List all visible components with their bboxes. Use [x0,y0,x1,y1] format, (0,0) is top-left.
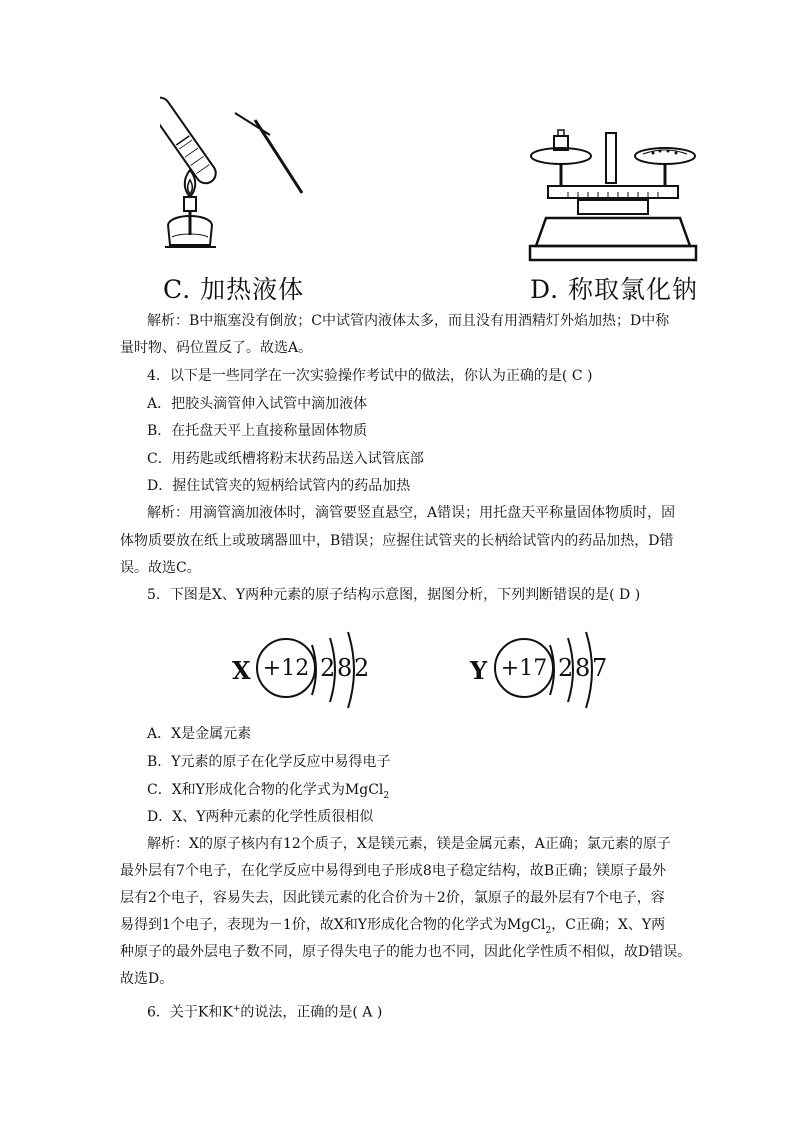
question-6 [147,999,382,1023]
atom-x-shell-2-electrons: 8 [337,654,353,682]
question-6-text: 6．关于K和K [147,1004,233,1021]
option-d: D．X、Y两种元素的化学性质很相似 [147,809,374,825]
option-a: A．把胶头滴管伸入试管中滴加液体 [147,396,368,412]
atom-y-symbol: Y [470,656,488,685]
analysis-paragraph-line: 解析：B中瓶塞没有倒放；C中试管内液体太多，而且没有用酒精灯外焰加热；D中称 [147,313,670,329]
question-5: 5．下图是X、Y两种元素的原子结构示意图，据图分析，下列判断错误的是( D ) [147,587,641,603]
option-b: B．Y元素的原子在化学反应中易得电子 [147,754,391,770]
figure-c-caption: C. 加热液体 [163,275,305,304]
option-b: B．在托盘天平上直接称量固体物质 [147,423,368,439]
analysis-paragraph-line: 故选D。 [120,971,174,987]
analysis-text: 易得到1个电子，表现为－1价，故X和Y形成化合物的化学式为MgCl [120,917,546,933]
heating-liquid-illustration [160,95,320,260]
atom-y-shell-3-electrons: 7 [592,654,608,682]
superscript: + [232,1004,241,1014]
atom-y-nucleus: +17 [494,638,554,698]
analysis-paragraph-line: 量时物、码位置反了。故选A。 [120,340,313,356]
analysis-paragraph-line [120,915,665,941]
analysis-paragraph-line: 层有2个电子，容易失去，因此镁元素的化合价为＋2价，氯原子的最外层有7个电子，容 [120,890,665,906]
figure-d-caption: D. 称取氯化钠 [530,275,699,304]
analysis-paragraph-line: 解析：用滴管滴加液体时，滴管要竖直悬空，A错误；用托盘天平称量固体物质时，固 [147,505,676,521]
option-a: A．X是金属元素 [147,726,252,742]
analysis-paragraph-line: 种原子的最外层电子数不同，原子得失电子的能力也不同，因此化学性质不相似，故D错误。 [120,944,692,960]
atom-x-diagram [232,630,382,710]
question-4: 4．以下是一些同学在一次实验操作考试中的做法，你认为正确的是( C ) [147,368,593,384]
option-d: D．握住试管夹的短柄给试管内的药品加热 [147,478,411,494]
atom-y-diagram [470,630,620,710]
analysis-paragraph-line: 体物质要放在纸上或玻璃器皿中，B错误；应握住试管夹的长柄给试管内的药品加热，D错 [120,533,674,549]
option-c: C．用药匙或纸槽将粉末状药品送入试管底部 [147,451,424,467]
analysis-text: ，C正确；X、Y两 [551,917,666,933]
analysis-paragraph-line: 最外层有7个电子，在化学反应中易得到电子形成8电子稳定结构，故B正确；镁原子最外 [120,863,667,879]
analysis-paragraph-line: 误。故选C。 [120,560,201,576]
subscript: 2 [545,925,552,936]
option-c-text: C．X和Y形成化合物的化学式为MgCl [147,782,384,798]
analysis-paragraph-line: 解析：X的原子核内有12个质子，X是镁元素，镁是金属元素，A正确；氯元素的原子 [147,836,671,852]
balance-scale-illustration [528,128,708,263]
atom-x-nucleus: +12 [256,638,316,698]
atom-y-shell-1-electrons: 2 [558,654,574,682]
subscript: 2 [383,790,390,801]
option-c [147,780,389,806]
question-6-text: 的说法，正确的是( A ) [240,1004,383,1021]
atom-x-shell-1-electrons: 2 [320,654,336,682]
atom-x-shell-3-electrons: 2 [354,654,370,682]
atom-y-shell-2-electrons: 8 [575,654,591,682]
atom-x-symbol: X [232,656,251,685]
